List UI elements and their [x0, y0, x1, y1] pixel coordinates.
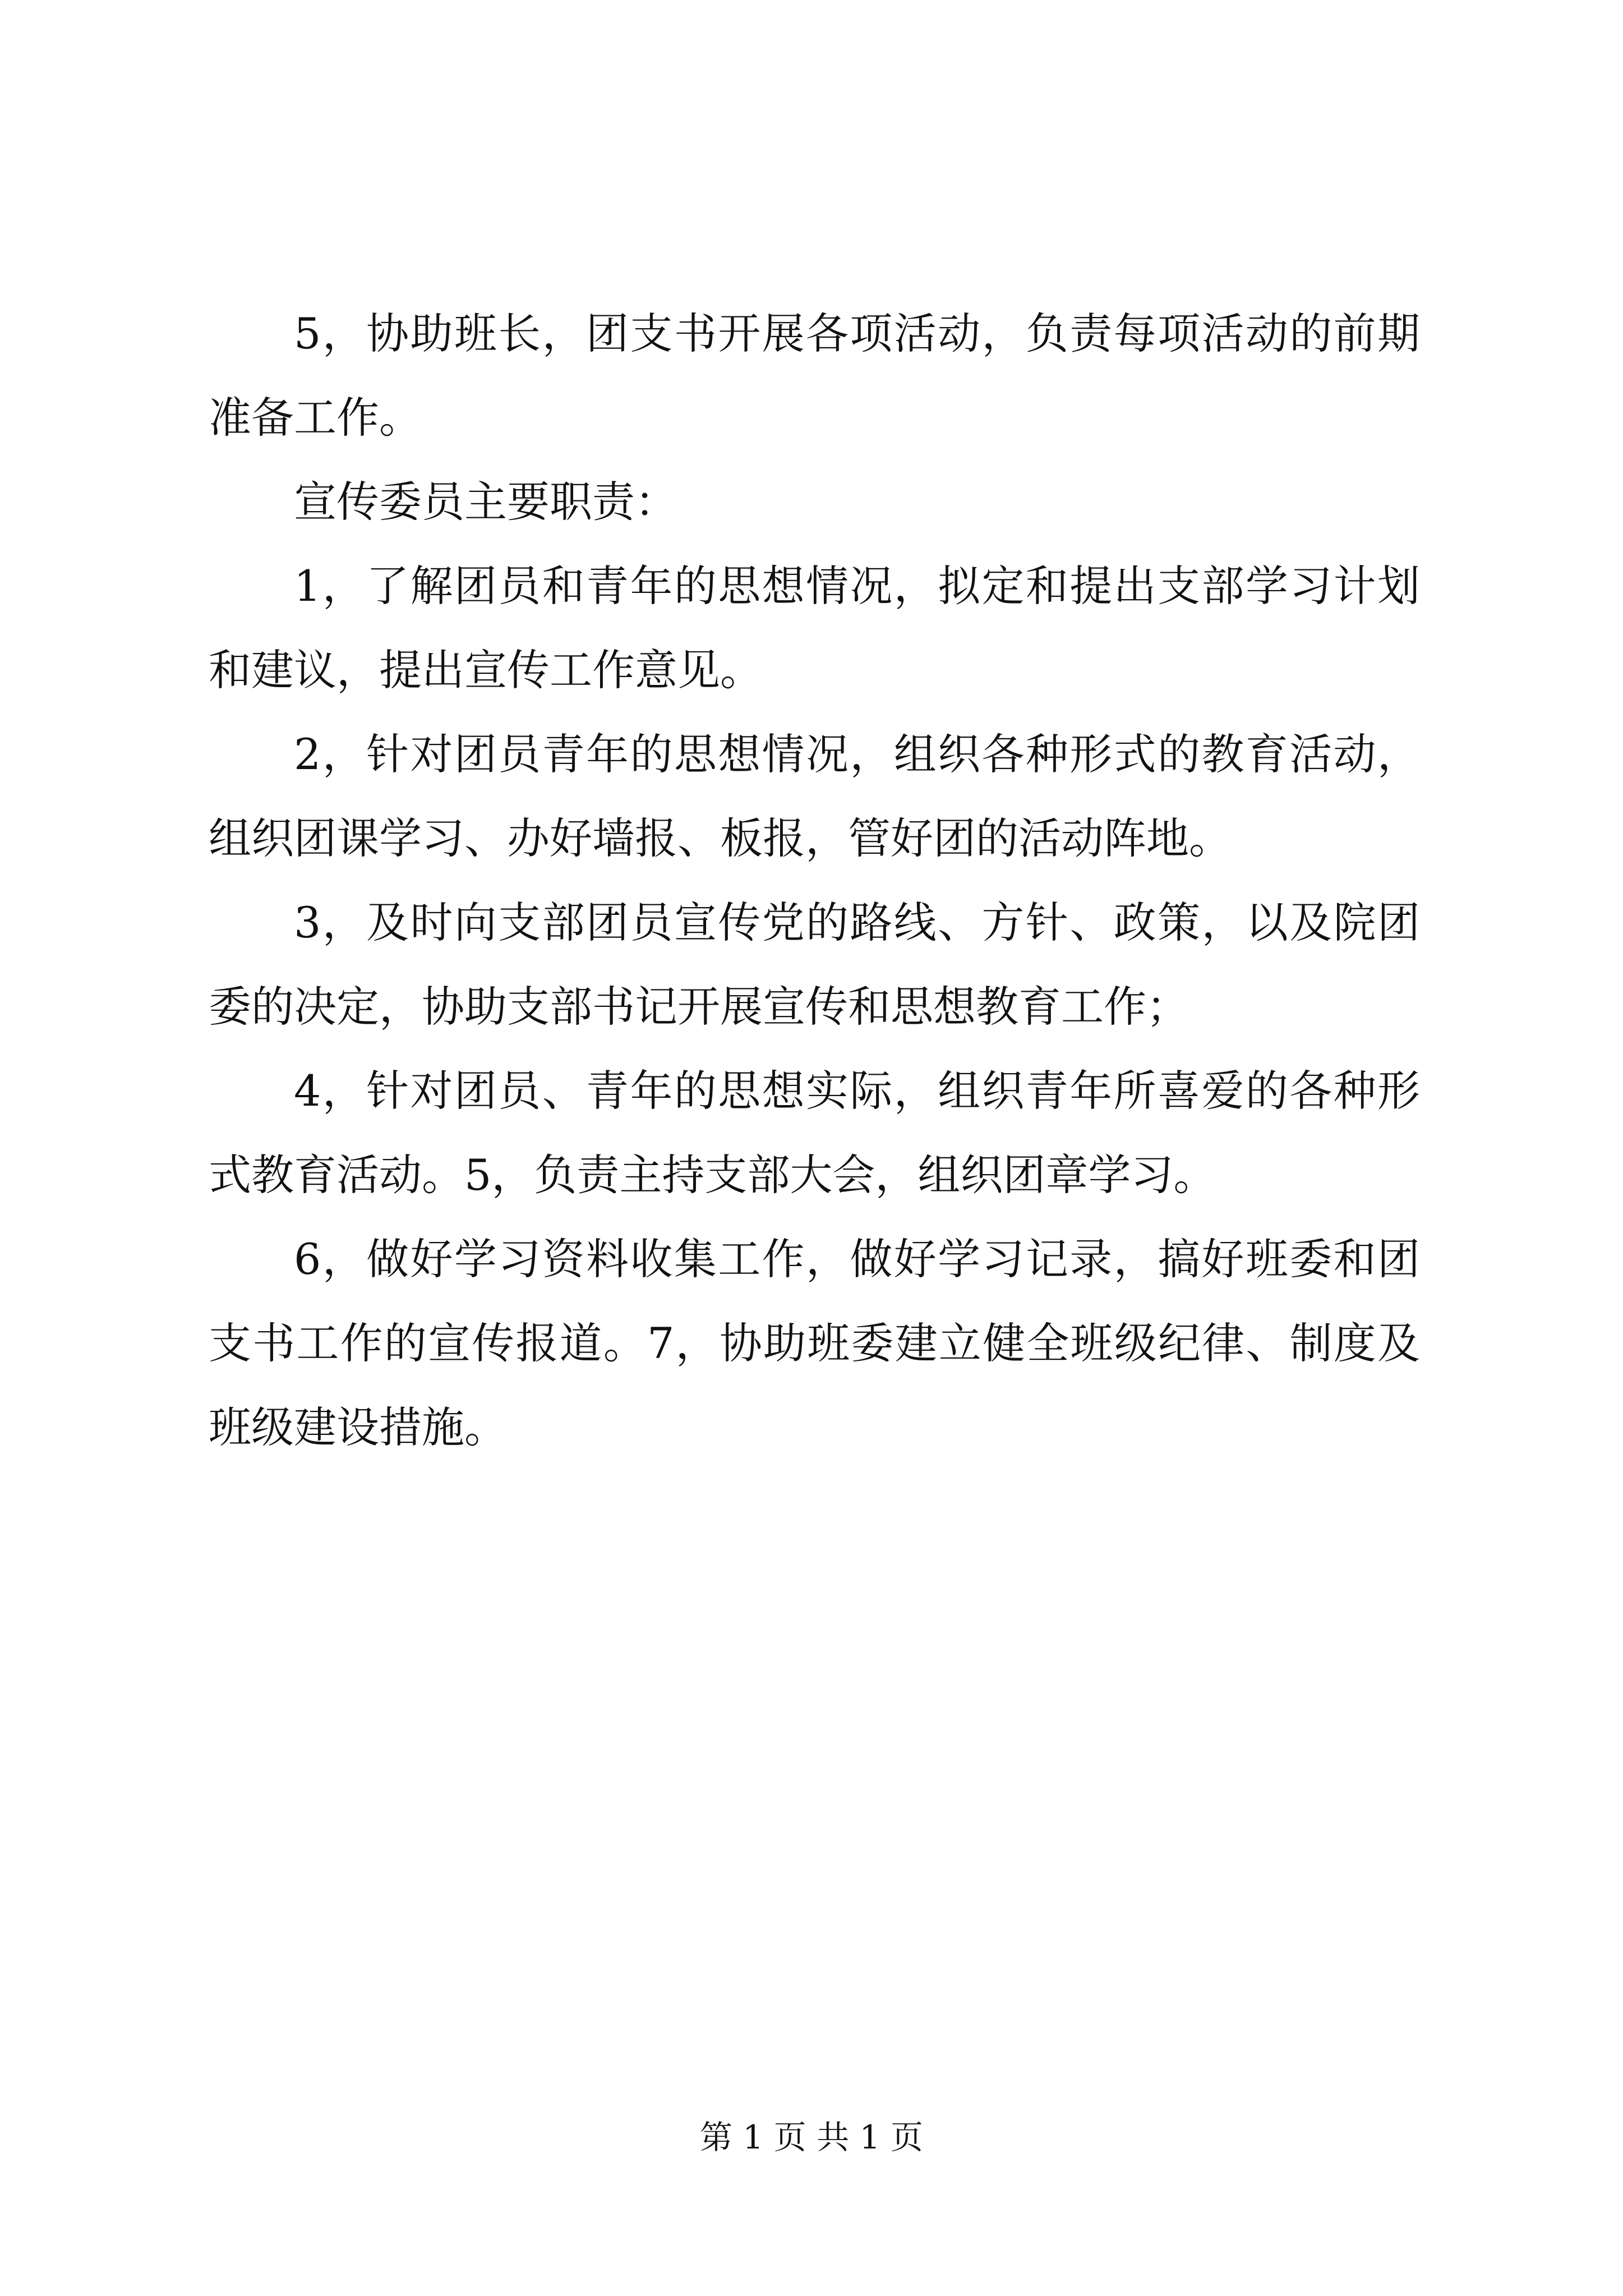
paragraph-heading-publicity: 宣传委员主要职责：: [294, 477, 677, 527]
paragraph-item-1: 1，了解团员和青年的思想情况，拟定和提出支部学习计划和建议，提出宣传工作意见。: [209, 561, 1420, 695]
document-body: [209, 292, 1420, 1470]
paragraph-item-2: 2，针对团员青年的思想情况，组织各种形式的教育活动，组织团课学习、办好墙报、板报，管好团的活动阵地。: [209, 729, 1420, 863]
paragraph-item-6-7: 6，做好学习资料收集工作，做好学习记录，搞好班委和团支书工作的宣传报道。7，协助班委建立健全班级纪律、制度及班级建设措施。: [209, 1234, 1420, 1452]
paragraph-item-4-5: 4，针对团员、青年的思想实际，组织青年所喜爱的各种形式教育活动。5，负责主持支部大会，组织团章学习。: [209, 1066, 1420, 1200]
paragraph-item-3: 3，及时向支部团员宣传党的路线、方针、政策，以及院团委的决定，协助支部书记开展宣传和思想教育工作；: [209, 898, 1420, 1032]
page-footer: 第 1 页 共 1 页: [700, 2118, 923, 2156]
paragraph-item-5-duties: 5，协助班长，团支书开展各项活动，负责每项活动的前期准备工作。: [209, 309, 1420, 443]
